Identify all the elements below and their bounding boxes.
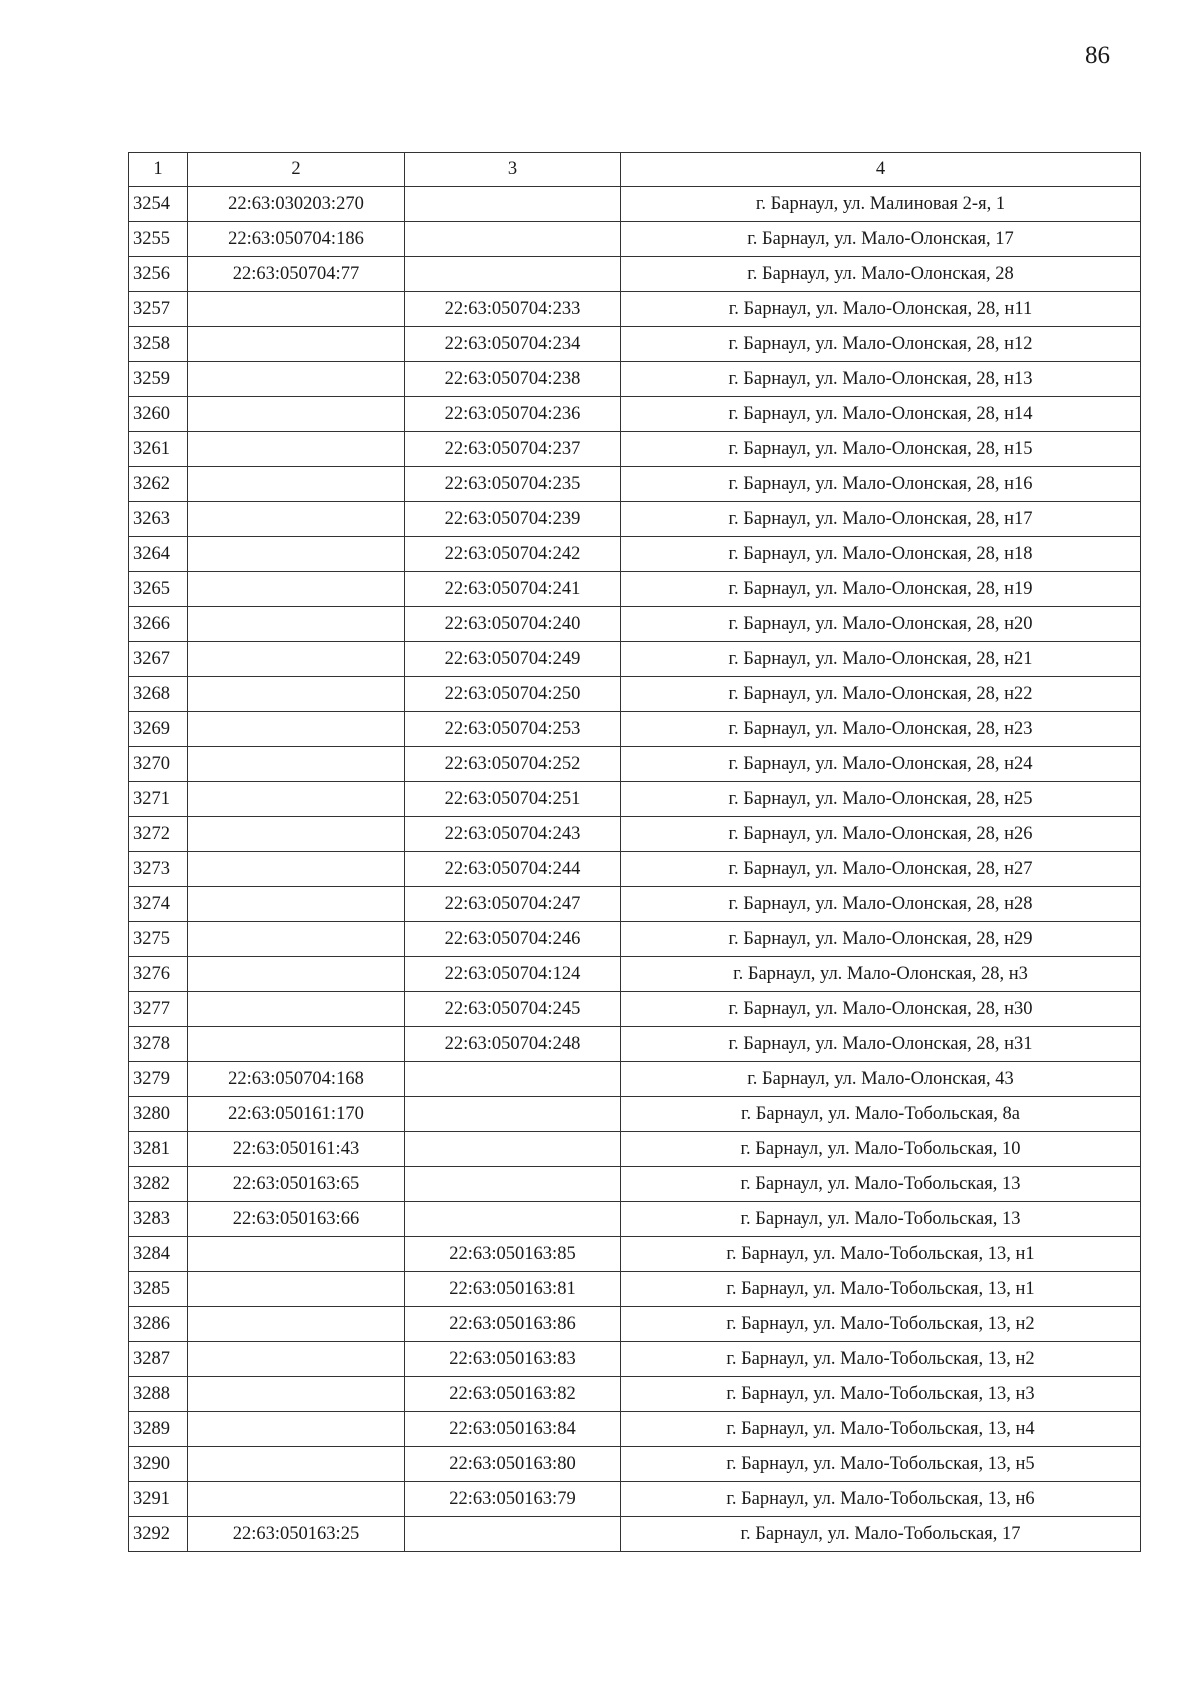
land-cadastral-cell bbox=[188, 607, 405, 642]
building-cadastral-cell bbox=[405, 1167, 621, 1202]
building-cadastral-cell: 22:63:050704:233 bbox=[405, 292, 621, 327]
table-row bbox=[129, 817, 1141, 852]
address-cell: г. Барнаул, ул. Мало-Олонская, 28, н31 bbox=[621, 1027, 1141, 1062]
table-row bbox=[129, 677, 1141, 712]
row-number-cell: 3284 bbox=[129, 1237, 188, 1272]
address-cell: г. Барнаул, ул. Мало-Олонская, 28, н14 bbox=[621, 397, 1141, 432]
building-cadastral-cell: 22:63:050704:124 bbox=[405, 957, 621, 992]
address-cell: г. Барнаул, ул. Мало-Олонская, 28, н23 bbox=[621, 712, 1141, 747]
table-row bbox=[129, 397, 1141, 432]
table-row bbox=[129, 747, 1141, 782]
address-cell: г. Барнаул, ул. Мало-Олонская, 28, н15 bbox=[621, 432, 1141, 467]
page-number: 86 bbox=[1085, 42, 1110, 69]
row-number-cell: 3283 bbox=[129, 1202, 188, 1237]
land-cadastral-cell bbox=[188, 782, 405, 817]
land-cadastral-cell: 22:63:050163:25 bbox=[188, 1517, 405, 1552]
address-cell: г. Барнаул, ул. Мало-Олонская, 28, н13 bbox=[621, 362, 1141, 397]
table-row bbox=[129, 1272, 1141, 1307]
address-cell: г. Барнаул, ул. Мало-Олонская, 28, н22 bbox=[621, 677, 1141, 712]
land-cadastral-cell bbox=[188, 537, 405, 572]
land-cadastral-cell bbox=[188, 887, 405, 922]
building-cadastral-cell: 22:63:050163:86 bbox=[405, 1307, 621, 1342]
building-cadastral-cell: 22:63:050704:250 bbox=[405, 677, 621, 712]
building-cadastral-cell bbox=[405, 1132, 621, 1167]
column-header-4: 4 bbox=[621, 153, 1141, 187]
land-cadastral-cell bbox=[188, 1412, 405, 1447]
table-row bbox=[129, 292, 1141, 327]
table-row bbox=[129, 1517, 1141, 1552]
building-cadastral-cell bbox=[405, 1517, 621, 1552]
building-cadastral-cell: 22:63:050163:84 bbox=[405, 1412, 621, 1447]
row-number-cell: 3290 bbox=[129, 1447, 188, 1482]
row-number-cell: 3289 bbox=[129, 1412, 188, 1447]
building-cadastral-cell: 22:63:050704:244 bbox=[405, 852, 621, 887]
table-row bbox=[129, 1097, 1141, 1132]
building-cadastral-cell: 22:63:050704:235 bbox=[405, 467, 621, 502]
table-row bbox=[129, 1202, 1141, 1237]
table-row bbox=[129, 922, 1141, 957]
address-cell: г. Барнаул, ул. Мало-Олонская, 28, н12 bbox=[621, 327, 1141, 362]
row-number-cell: 3262 bbox=[129, 467, 188, 502]
land-cadastral-cell: 22:63:050163:66 bbox=[188, 1202, 405, 1237]
land-cadastral-cell bbox=[188, 1307, 405, 1342]
row-number-cell: 3287 bbox=[129, 1342, 188, 1377]
table-row bbox=[129, 852, 1141, 887]
address-cell: г. Барнаул, ул. Малиновая 2-я, 1 bbox=[621, 187, 1141, 222]
building-cadastral-cell: 22:63:050704:245 bbox=[405, 992, 621, 1027]
address-cell: г. Барнаул, ул. Мало-Олонская, 28, н20 bbox=[621, 607, 1141, 642]
land-cadastral-cell bbox=[188, 1027, 405, 1062]
land-cadastral-cell bbox=[188, 677, 405, 712]
row-number-cell: 3276 bbox=[129, 957, 188, 992]
land-cadastral-cell bbox=[188, 712, 405, 747]
table-body bbox=[129, 187, 1141, 1552]
address-cell: г. Барнаул, ул. Мало-Олонская, 28, н24 bbox=[621, 747, 1141, 782]
address-cell: г. Барнаул, ул. Мало-Олонская, 28, н25 bbox=[621, 782, 1141, 817]
row-number-cell: 3258 bbox=[129, 327, 188, 362]
land-cadastral-cell bbox=[188, 467, 405, 502]
land-cadastral-cell bbox=[188, 1272, 405, 1307]
building-cadastral-cell: 22:63:050704:237 bbox=[405, 432, 621, 467]
address-cell: г. Барнаул, ул. Мало-Олонская, 28, н28 bbox=[621, 887, 1141, 922]
building-cadastral-cell: 22:63:050704:253 bbox=[405, 712, 621, 747]
building-cadastral-cell: 22:63:050704:252 bbox=[405, 747, 621, 782]
address-cell: г. Барнаул, ул. Мало-Олонская, 28, н18 bbox=[621, 537, 1141, 572]
address-cell: г. Барнаул, ул. Мало-Тобольская, 13 bbox=[621, 1167, 1141, 1202]
row-number-cell: 3269 bbox=[129, 712, 188, 747]
table-row bbox=[129, 1307, 1141, 1342]
row-number-cell: 3254 bbox=[129, 187, 188, 222]
row-number-cell: 3282 bbox=[129, 1167, 188, 1202]
building-cadastral-cell: 22:63:050704:243 bbox=[405, 817, 621, 852]
row-number-cell: 3260 bbox=[129, 397, 188, 432]
land-cadastral-cell: 22:63:030203:270 bbox=[188, 187, 405, 222]
building-cadastral-cell: 22:63:050704:246 bbox=[405, 922, 621, 957]
table-header bbox=[129, 153, 1141, 187]
table-row bbox=[129, 1482, 1141, 1517]
table-row bbox=[129, 1447, 1141, 1482]
building-cadastral-cell bbox=[405, 1062, 621, 1097]
land-cadastral-cell bbox=[188, 1237, 405, 1272]
address-cell: г. Барнаул, ул. Мало-Тобольская, 13, н2 bbox=[621, 1342, 1141, 1377]
table-row bbox=[129, 537, 1141, 572]
land-cadastral-cell bbox=[188, 1377, 405, 1412]
address-cell: г. Барнаул, ул. Мало-Олонская, 28, н11 bbox=[621, 292, 1141, 327]
land-cadastral-cell bbox=[188, 502, 405, 537]
table-row bbox=[129, 1167, 1141, 1202]
building-cadastral-cell bbox=[405, 1202, 621, 1237]
building-cadastral-cell: 22:63:050704:241 bbox=[405, 572, 621, 607]
land-cadastral-cell: 22:63:050704:77 bbox=[188, 257, 405, 292]
building-cadastral-cell: 22:63:050704:249 bbox=[405, 642, 621, 677]
table-row bbox=[129, 1132, 1141, 1167]
building-cadastral-cell: 22:63:050163:80 bbox=[405, 1447, 621, 1482]
land-cadastral-cell bbox=[188, 747, 405, 782]
column-header-1: 1 bbox=[129, 153, 188, 187]
land-cadastral-cell: 22:63:050163:65 bbox=[188, 1167, 405, 1202]
address-cell: г. Барнаул, ул. Мало-Олонская, 28, н16 bbox=[621, 467, 1141, 502]
land-cadastral-cell: 22:63:050161:43 bbox=[188, 1132, 405, 1167]
address-cell: г. Барнаул, ул. Мало-Тобольская, 8а bbox=[621, 1097, 1141, 1132]
land-cadastral-cell bbox=[188, 817, 405, 852]
building-cadastral-cell: 22:63:050163:81 bbox=[405, 1272, 621, 1307]
address-cell: г. Барнаул, ул. Мало-Тобольская, 13, н3 bbox=[621, 1377, 1141, 1412]
row-number-cell: 3278 bbox=[129, 1027, 188, 1062]
table-row bbox=[129, 327, 1141, 362]
address-cell: г. Барнаул, ул. Мало-Тобольская, 10 bbox=[621, 1132, 1141, 1167]
building-cadastral-cell: 22:63:050163:79 bbox=[405, 1482, 621, 1517]
row-number-cell: 3266 bbox=[129, 607, 188, 642]
registry-table bbox=[128, 152, 1141, 1552]
table-row bbox=[129, 642, 1141, 677]
row-number-cell: 3285 bbox=[129, 1272, 188, 1307]
land-cadastral-cell bbox=[188, 852, 405, 887]
row-number-cell: 3281 bbox=[129, 1132, 188, 1167]
table-row bbox=[129, 1412, 1141, 1447]
building-cadastral-cell: 22:63:050163:85 bbox=[405, 1237, 621, 1272]
table-row bbox=[129, 607, 1141, 642]
address-cell: г. Барнаул, ул. Мало-Олонская, 28, н19 bbox=[621, 572, 1141, 607]
row-number-cell: 3256 bbox=[129, 257, 188, 292]
building-cadastral-cell bbox=[405, 1097, 621, 1132]
row-number-cell: 3264 bbox=[129, 537, 188, 572]
address-cell: г. Барнаул, ул. Мало-Олонская, 17 bbox=[621, 222, 1141, 257]
address-cell: г. Барнаул, ул. Мало-Тобольская, 13, н6 bbox=[621, 1482, 1141, 1517]
land-cadastral-cell bbox=[188, 397, 405, 432]
land-cadastral-cell bbox=[188, 922, 405, 957]
address-cell: г. Барнаул, ул. Мало-Олонская, 28, н21 bbox=[621, 642, 1141, 677]
table-row bbox=[129, 887, 1141, 922]
row-number-cell: 3272 bbox=[129, 817, 188, 852]
building-cadastral-cell: 22:63:050704:242 bbox=[405, 537, 621, 572]
row-number-cell: 3277 bbox=[129, 992, 188, 1027]
row-number-cell: 3286 bbox=[129, 1307, 188, 1342]
row-number-cell: 3270 bbox=[129, 747, 188, 782]
land-cadastral-cell bbox=[188, 292, 405, 327]
building-cadastral-cell: 22:63:050704:248 bbox=[405, 1027, 621, 1062]
address-cell: г. Барнаул, ул. Мало-Олонская, 28, н27 bbox=[621, 852, 1141, 887]
row-number-cell: 3265 bbox=[129, 572, 188, 607]
row-number-cell: 3275 bbox=[129, 922, 188, 957]
row-number-cell: 3268 bbox=[129, 677, 188, 712]
table-row bbox=[129, 782, 1141, 817]
header-row bbox=[129, 153, 1141, 187]
address-cell: г. Барнаул, ул. Мало-Олонская, 28, н30 bbox=[621, 992, 1141, 1027]
building-cadastral-cell: 22:63:050704:239 bbox=[405, 502, 621, 537]
table-row bbox=[129, 572, 1141, 607]
table-row bbox=[129, 992, 1141, 1027]
land-cadastral-cell bbox=[188, 327, 405, 362]
address-cell: г. Барнаул, ул. Мало-Олонская, 28, н3 bbox=[621, 957, 1141, 992]
row-number-cell: 3288 bbox=[129, 1377, 188, 1412]
row-number-cell: 3279 bbox=[129, 1062, 188, 1097]
building-cadastral-cell: 22:63:050704:238 bbox=[405, 362, 621, 397]
land-cadastral-cell bbox=[188, 432, 405, 467]
table-row bbox=[129, 432, 1141, 467]
address-cell: г. Барнаул, ул. Мало-Тобольская, 13, н2 bbox=[621, 1307, 1141, 1342]
table-row bbox=[129, 1342, 1141, 1377]
land-cadastral-cell: 22:63:050161:170 bbox=[188, 1097, 405, 1132]
address-cell: г. Барнаул, ул. Мало-Тобольская, 13, н1 bbox=[621, 1272, 1141, 1307]
land-cadastral-cell bbox=[188, 362, 405, 397]
row-number-cell: 3255 bbox=[129, 222, 188, 257]
building-cadastral-cell: 22:63:050163:82 bbox=[405, 1377, 621, 1412]
land-cadastral-cell bbox=[188, 642, 405, 677]
column-header-3: 3 bbox=[405, 153, 621, 187]
row-number-cell: 3257 bbox=[129, 292, 188, 327]
address-cell: г. Барнаул, ул. Мало-Олонская, 28 bbox=[621, 257, 1141, 292]
column-header-2: 2 bbox=[188, 153, 405, 187]
table-row bbox=[129, 187, 1141, 222]
building-cadastral-cell: 22:63:050704:251 bbox=[405, 782, 621, 817]
land-cadastral-cell: 22:63:050704:186 bbox=[188, 222, 405, 257]
row-number-cell: 3273 bbox=[129, 852, 188, 887]
building-cadastral-cell: 22:63:050163:83 bbox=[405, 1342, 621, 1377]
row-number-cell: 3274 bbox=[129, 887, 188, 922]
table-row bbox=[129, 1237, 1141, 1272]
row-number-cell: 3261 bbox=[129, 432, 188, 467]
table-row bbox=[129, 1377, 1141, 1412]
table-row bbox=[129, 1062, 1141, 1097]
table-row bbox=[129, 1027, 1141, 1062]
land-cadastral-cell bbox=[188, 992, 405, 1027]
address-cell: г. Барнаул, ул. Мало-Тобольская, 13, н5 bbox=[621, 1447, 1141, 1482]
address-cell: г. Барнаул, ул. Мало-Тобольская, 17 bbox=[621, 1517, 1141, 1552]
building-cadastral-cell bbox=[405, 187, 621, 222]
row-number-cell: 3259 bbox=[129, 362, 188, 397]
land-cadastral-cell bbox=[188, 572, 405, 607]
table-row bbox=[129, 502, 1141, 537]
building-cadastral-cell: 22:63:050704:234 bbox=[405, 327, 621, 362]
table-row bbox=[129, 222, 1141, 257]
land-cadastral-cell bbox=[188, 957, 405, 992]
building-cadastral-cell: 22:63:050704:240 bbox=[405, 607, 621, 642]
table-row bbox=[129, 362, 1141, 397]
address-cell: г. Барнаул, ул. Мало-Олонская, 28, н29 bbox=[621, 922, 1141, 957]
building-cadastral-cell bbox=[405, 222, 621, 257]
land-cadastral-cell bbox=[188, 1342, 405, 1377]
building-cadastral-cell: 22:63:050704:236 bbox=[405, 397, 621, 432]
table-row bbox=[129, 467, 1141, 502]
row-number-cell: 3263 bbox=[129, 502, 188, 537]
row-number-cell: 3271 bbox=[129, 782, 188, 817]
row-number-cell: 3267 bbox=[129, 642, 188, 677]
address-cell: г. Барнаул, ул. Мало-Тобольская, 13, н4 bbox=[621, 1412, 1141, 1447]
address-cell: г. Барнаул, ул. Мало-Олонская, 28, н17 bbox=[621, 502, 1141, 537]
address-cell: г. Барнаул, ул. Мало-Тобольская, 13, н1 bbox=[621, 1237, 1141, 1272]
land-cadastral-cell bbox=[188, 1482, 405, 1517]
row-number-cell: 3291 bbox=[129, 1482, 188, 1517]
land-cadastral-cell: 22:63:050704:168 bbox=[188, 1062, 405, 1097]
table-row bbox=[129, 957, 1141, 992]
address-cell: г. Барнаул, ул. Мало-Олонская, 28, н26 bbox=[621, 817, 1141, 852]
row-number-cell: 3280 bbox=[129, 1097, 188, 1132]
address-cell: г. Барнаул, ул. Мало-Олонская, 43 bbox=[621, 1062, 1141, 1097]
table-row bbox=[129, 712, 1141, 747]
land-cadastral-cell bbox=[188, 1447, 405, 1482]
row-number-cell: 3292 bbox=[129, 1517, 188, 1552]
building-cadastral-cell bbox=[405, 257, 621, 292]
building-cadastral-cell: 22:63:050704:247 bbox=[405, 887, 621, 922]
table-row bbox=[129, 257, 1141, 292]
address-cell: г. Барнаул, ул. Мало-Тобольская, 13 bbox=[621, 1202, 1141, 1237]
